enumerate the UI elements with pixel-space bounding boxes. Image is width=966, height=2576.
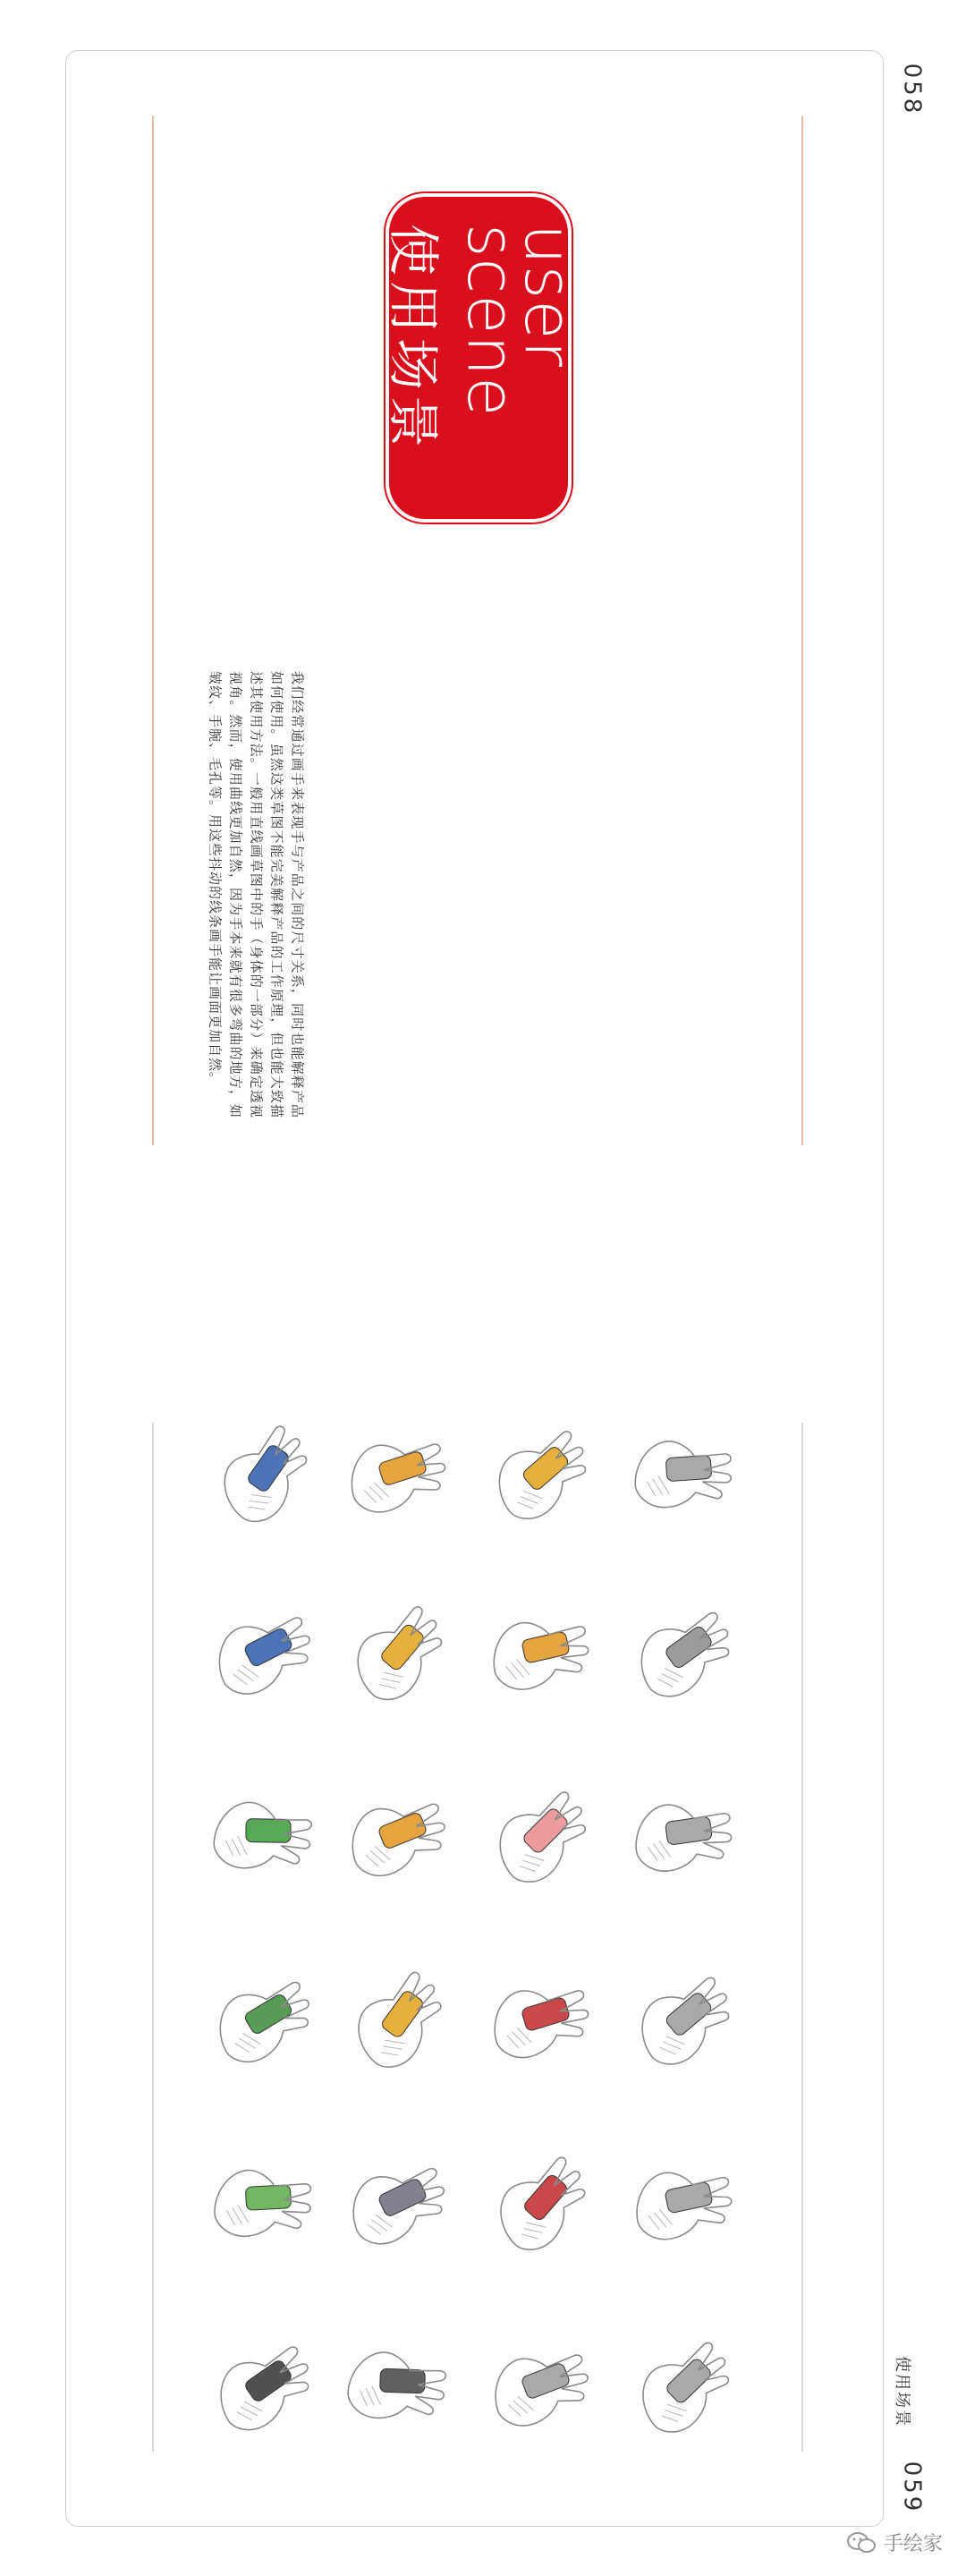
hand-holding-orange-bottle: [331, 1767, 465, 1901]
hand-holding-red-tool-sketch: [474, 1951, 608, 2085]
hand-holding-blue-sprayer-shading: [243, 1486, 275, 1516]
hand-pinching: [474, 2317, 608, 2452]
hand-holding-black-device: [197, 2317, 331, 2452]
hand-holding-orange-bottle-shading: [365, 1846, 391, 1866]
hand-holding-pen-sketch: [617, 1584, 751, 1718]
hand-holding-blue-sprayer-sketch: [197, 1405, 331, 1539]
hand-holding-blue-camera: [197, 1584, 331, 1718]
hand-holding-green-scraper-shading: [234, 2032, 261, 2054]
hand-holding-orange-device-sketch: [474, 1584, 608, 1718]
hand-outline-gesture: [617, 1405, 751, 1539]
hand-holding-orange-grip: [331, 1405, 465, 1539]
hand-holding-yellow-tool-shading: [514, 1486, 544, 1512]
hand-holding-yellow-tool-sketch: [474, 1405, 608, 1539]
intro-paragraph: 我们经常通过画手来表现手与产品之间的尺寸关系，同时也能解释产品如何使用。虽然这类草图不能完美解释产品的工作原理，但也能大致描述其使用方法。一般用直线画草图中的手（身体的一部分）来确定透视视角。然而，使用曲线更加自然，因为手本来就有很多弯曲的地方，如皱纹、手腕、毛孔等。用这些抖动的线条画手能让画面更加自然。: [207, 671, 306, 1118]
hand-holding-orange-bottle-sketch: [331, 1767, 465, 1901]
hand-holding-gray-phone-sketch: [331, 2134, 465, 2268]
hand-holding-blue-camera-sketch: [197, 1584, 331, 1718]
user-scene-badge: [383, 197, 586, 519]
page-number-bottom: 059: [898, 2461, 926, 2514]
hand-holding-pink-bottle-product: [521, 1807, 570, 1855]
hand-holding-glass-sketch: [617, 1951, 751, 2085]
badge-en-line2: scene: [453, 224, 529, 418]
hand-holding-orange-grip-shading: [363, 1482, 390, 1504]
hand-holding-orange-grip-product: [377, 1450, 428, 1486]
hand-holding-green-scraper-product: [243, 1993, 293, 2036]
bottom-left-rule: [152, 1423, 154, 2452]
hand-holding-green-box-sketch: [197, 1767, 331, 1901]
hand-with-yellow-bracelet-sketch: [331, 1584, 465, 1718]
hand-pinching-product: [521, 2362, 571, 2400]
hand-holding-black-device-shading: [235, 2399, 263, 2423]
hand-holding-cup: [617, 1767, 751, 1901]
hand-with-yellow-bracelet-shading: [376, 1666, 407, 1695]
section-label: 使用场景: [893, 2356, 911, 2427]
hand-with-yellow-bracelet: [331, 1584, 465, 1718]
hand-holding-cup-sketch: [617, 1767, 751, 1901]
hand-holding-green-scraper-sketch: [197, 1951, 331, 2085]
hand-holding-yellow-cutter-shading: [377, 2033, 409, 2062]
hand-holding-black-device-sketch: [197, 2317, 331, 2452]
hand-holding-orange-bottle-product: [377, 1812, 428, 1850]
hand-holding-blue-sprayer-product: [246, 1443, 291, 1493]
hand-holding-dark-phone: [331, 2317, 465, 2452]
hand-with-yellow-bracelet-product: [379, 1622, 426, 1671]
hand-pinching-sketch: [474, 2317, 608, 2452]
hand-with-ring: [617, 2134, 751, 2268]
hand-holding-dark-phone-sketch: [331, 2317, 465, 2452]
hand-holding-stylus: [617, 2317, 751, 2452]
hand-holding-yellow-cutter-product: [380, 1989, 425, 2039]
hand-outline-gesture-product: [665, 1455, 712, 1481]
hand-holding-green-scraper: [197, 1951, 331, 2085]
top-right-rule: [801, 116, 803, 1145]
hand-holding-blue-sprayer: [197, 1405, 331, 1539]
hand-holding-yellow-tool: [474, 1405, 608, 1539]
hand-holding-green-bottle-sketch: [197, 2134, 331, 2268]
hand-with-ring-sketch: [617, 2134, 751, 2268]
hand-holding-orange-grip-sketch: [331, 1405, 465, 1539]
hand-holding-pink-bottle-shading: [516, 1849, 547, 1875]
hand-holding-dark-phone-product: [380, 2368, 426, 2393]
hand-holding-red-tool-product: [521, 1996, 570, 2031]
top-left-rule: [152, 116, 154, 1145]
hand-holding-pink-bottle: [474, 1767, 608, 1901]
hand-outline-gesture-sketch: [617, 1405, 751, 1539]
badge-zh-title: 使用场景: [383, 224, 444, 454]
hand-holding-pen: [617, 1584, 751, 1718]
hand-holding-blue-camera-shading: [233, 1664, 259, 1685]
hand-holding-pen-shading: [657, 1665, 685, 1689]
hand-sketch-grid: [179, 1405, 787, 2470]
hand-holding-red-mug: [474, 2134, 608, 2268]
badge-en-line1: user: [511, 224, 586, 369]
hand-holding-green-bottle: [197, 2134, 331, 2268]
hand-holding-green-bottle-product: [245, 2185, 291, 2211]
hand-pinching-shading: [508, 2396, 534, 2418]
hand-holding-yellow-cutter-sketch: [331, 1951, 465, 2085]
hand-holding-orange-device: [474, 1584, 608, 1718]
hand-holding-green-box-product: [246, 1819, 291, 1843]
hand-holding-yellow-cutter: [331, 1951, 465, 2085]
hand-holding-gray-phone: [331, 2134, 465, 2268]
hand-holding-red-mug-sketch: [474, 2134, 608, 2268]
bottom-right-rule: [801, 1423, 803, 2452]
hand-holding-glass: [617, 1951, 751, 2085]
hand-holding-glass-shading: [657, 2032, 687, 2057]
hand-holding-stylus-shading: [659, 2399, 690, 2426]
page-number-top: 058: [898, 63, 926, 116]
hand-holding-gray-phone-shading: [367, 2215, 392, 2234]
wechat-icon: [846, 2531, 877, 2555]
hand-holding-green-box: [197, 1767, 331, 1901]
hand-holding-stylus-sketch: [617, 2317, 751, 2452]
hand-holding-red-mug-shading: [518, 2216, 549, 2244]
watermark: [846, 2529, 943, 2556]
watermark-text: 手绘家: [883, 2533, 943, 2555]
hand-holding-red-tool: [474, 1951, 608, 2085]
hand-holding-pink-bottle-sketch: [474, 1767, 608, 1901]
hand-holding-red-tool-shading: [505, 2027, 533, 2050]
